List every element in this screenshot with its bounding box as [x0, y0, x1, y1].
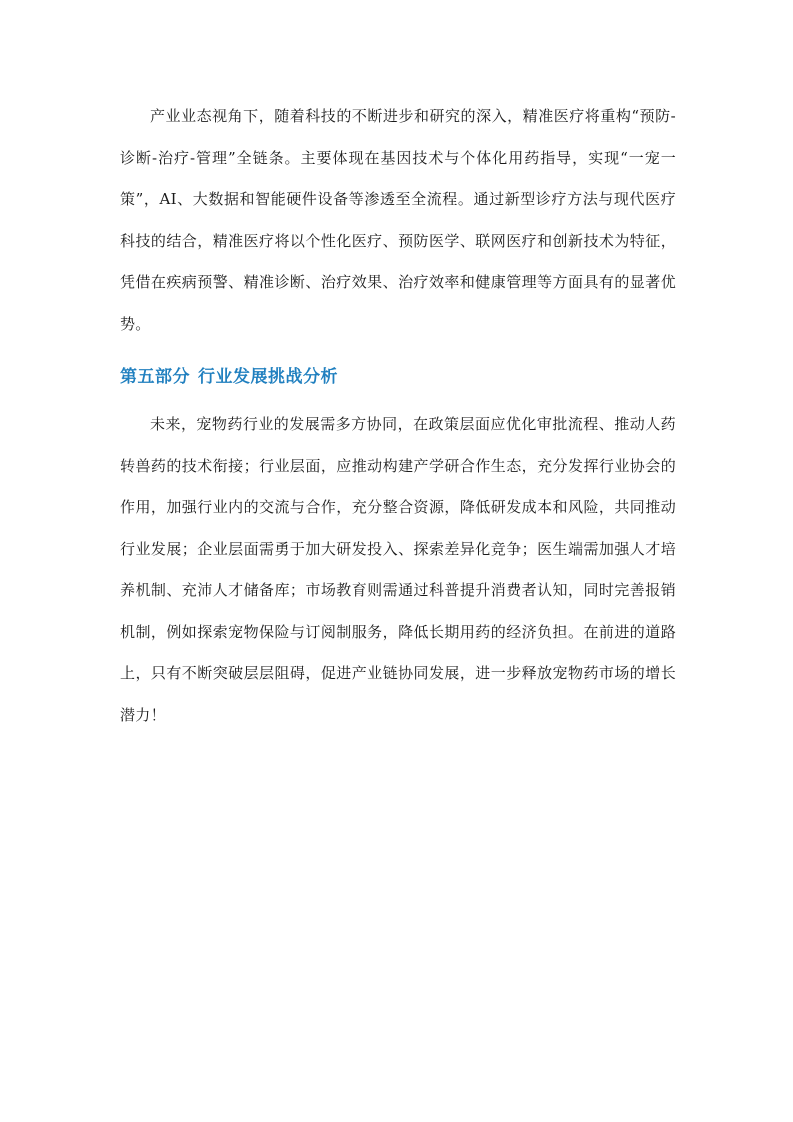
body-paragraph-precision-medicine: 产业业态视角下，随着科技的不断进步和研究的深入，精准医疗将重构“预防-诊断-治疗-管理”全链条。主要体现在基因技术与个体化用药指导，实现“一宠一策”，AI、大数据和智能硬件设备等渗透至全流程。通过新型诊疗方法与现代医疗科技的结合，精准医疗将以个性化医疗、预防医学、联网医疗和创新技术为特征，凭借在疾病预警、精准诊断、治疗效果、治疗效率和健康管理等方面具有的显著优势。	[120, 107, 676, 333]
section-heading	[120, 364, 338, 390]
body-paragraph-industry-challenges: 未来，宠物药行业的发展需多方协同，在政策层面应优化审批流程、推动人药转兽药的技术衔接；行业层面，应推动构建产学研合作生态，充分发挥行业协会的作用，加强行业内的交流与合作，充分整合资源，降低研发成本和风险，共同推动行业发展；企业层面需勇于加大研发投入、探索差异化竞争；医生端需加强人才培养机制、充沛人才储备库；市场教育则需通过科普提升消费者认知，同时完善报销机制，例如探索宠物保险与订阅制服务，降低长期用药的经济负担。在前进的道路上，只有不断突破层层阻碍，促进产业链协同发展，进一步释放宠物药市场的增长潜力！	[120, 415, 676, 724]
section-number: 第五部分	[120, 367, 190, 387]
section-title: 行业发展挑战分析	[198, 367, 338, 387]
